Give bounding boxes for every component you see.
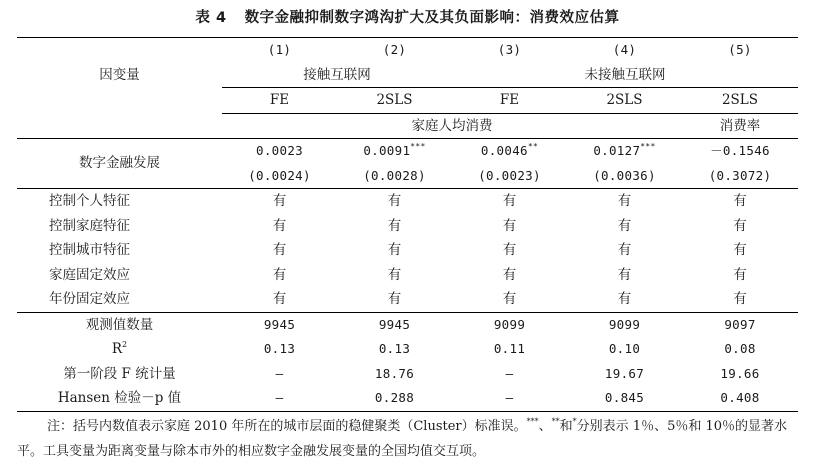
cell-value: 0.408 bbox=[682, 386, 798, 411]
group-contact-internet: 接触互联网 bbox=[222, 63, 452, 88]
cell-value: 有 bbox=[733, 266, 747, 283]
cell-value: 有 bbox=[733, 291, 747, 307]
cell-value: 0.13 bbox=[378, 341, 411, 356]
table-row bbox=[17, 287, 798, 312]
dependent-var-label: 因变量 bbox=[17, 38, 222, 114]
table-row bbox=[17, 337, 798, 362]
col-number: (1) bbox=[222, 38, 337, 63]
table-row bbox=[17, 189, 798, 214]
row-label: 数字金融发展 bbox=[17, 139, 222, 189]
cell-value: — bbox=[222, 386, 337, 411]
method-label: 2SLS bbox=[567, 88, 682, 114]
cell-value: 有 bbox=[337, 189, 452, 214]
row-label: 控制个人特征 bbox=[17, 189, 222, 214]
cell-value: 9097 bbox=[682, 312, 798, 337]
cell-value: 有 bbox=[387, 242, 402, 258]
row-label: 控制家庭特征 bbox=[49, 217, 130, 234]
table-title bbox=[0, 6, 815, 27]
row-label: 家庭固定效应 bbox=[49, 266, 130, 283]
cell-value: 有 bbox=[682, 189, 798, 214]
cell-value: 19.66 bbox=[720, 365, 760, 381]
cell-value: 0.08 bbox=[724, 341, 756, 356]
cell-value: 9099 bbox=[567, 312, 682, 337]
col-number: (4) bbox=[567, 38, 682, 63]
table-row bbox=[17, 362, 798, 387]
cell-value: 有 bbox=[222, 189, 337, 214]
table-caption: 数字金融抑制数字鸿沟扩大及其负面影响：消费效应估算 bbox=[244, 10, 620, 26]
table-note: 注：括号内数值表示家庭 2010 年所在的城市层面的稳健聚类（Cluster）标准误。***、**和*分别表示 1％、5％和 10％的显著水平。工具变量为距离变量与除本市外的相应数字金融发展变量的全国均值交互项。 bbox=[17, 417, 788, 459]
coef-value: －0.1546 bbox=[710, 143, 770, 158]
cell-value: 有 bbox=[502, 217, 517, 234]
std-error: (0.0024) bbox=[248, 167, 311, 183]
std-error: (0.3072) bbox=[708, 167, 772, 183]
coef-value: 0.0127 bbox=[593, 143, 641, 158]
row-label: 第一阶段 F 统计量 bbox=[63, 365, 176, 382]
row-label: 控制城市特征 bbox=[49, 242, 130, 258]
cell-value: 0.288 bbox=[337, 386, 452, 411]
table-number: 表 4 bbox=[195, 10, 227, 26]
table-row bbox=[17, 238, 798, 263]
method-label: 2SLS bbox=[682, 88, 798, 114]
header-row-dependent-vars bbox=[17, 113, 798, 139]
superscript: 2 bbox=[122, 340, 128, 349]
col-number: (5) bbox=[682, 38, 798, 63]
dv-consumption-rate: 消费率 bbox=[719, 117, 761, 134]
cell-value: 有 bbox=[617, 217, 632, 234]
std-error: (0.0036) bbox=[593, 167, 656, 183]
cell-value: 有 bbox=[502, 266, 517, 283]
method-label: FE bbox=[452, 88, 567, 114]
cell-value: 有 bbox=[617, 266, 632, 283]
cell-value: 有 bbox=[452, 189, 567, 214]
cell-value: 9945 bbox=[337, 312, 452, 337]
method-label: 2SLS bbox=[337, 88, 452, 114]
cell-value: 有 bbox=[617, 242, 632, 258]
table-row bbox=[17, 263, 798, 288]
std-error: (0.0023) bbox=[478, 167, 541, 183]
cell-value: 有 bbox=[567, 189, 682, 214]
coef-value: 0.0023 bbox=[256, 143, 303, 158]
significance-stars: *** bbox=[410, 142, 426, 151]
row-label: Hansen 检验－p 值 bbox=[17, 386, 222, 411]
cell-value: — bbox=[452, 386, 567, 411]
cell-value: 有 bbox=[387, 217, 402, 234]
col-number: (3) bbox=[452, 38, 567, 63]
cell-value: 有 bbox=[733, 242, 747, 258]
cell-value: 有 bbox=[502, 242, 517, 258]
method-label: FE bbox=[222, 88, 337, 114]
table-row bbox=[17, 312, 798, 337]
significance-stars: *** bbox=[640, 142, 656, 151]
cell-value: 有 bbox=[272, 291, 287, 307]
cell-value: 18.76 bbox=[374, 365, 415, 381]
row-label: 年份固定效应 bbox=[49, 291, 130, 307]
coef-value: 0.0091 bbox=[363, 143, 411, 158]
cell-value: 有 bbox=[272, 266, 287, 283]
table-row bbox=[17, 139, 798, 164]
cell-value: — bbox=[505, 365, 514, 381]
row-label: 观测值数量 bbox=[17, 312, 222, 337]
row-label: $R^2$ bbox=[111, 340, 128, 357]
table-row bbox=[17, 214, 798, 239]
cell-value: 9099 bbox=[452, 312, 567, 337]
significance-stars: ** bbox=[527, 142, 539, 151]
std-error: (0.0028) bbox=[363, 167, 426, 183]
group-no-internet: 未接触互联网 bbox=[452, 63, 798, 88]
cell-value: — bbox=[275, 365, 284, 381]
coef-value: 0.0046 bbox=[480, 143, 528, 158]
cell-value: 有 bbox=[272, 242, 287, 258]
cell-value: 19.67 bbox=[604, 365, 645, 381]
cell-value: 9945 bbox=[222, 312, 337, 337]
header-row-numbers bbox=[17, 38, 798, 63]
cell-value: 有 bbox=[502, 291, 517, 307]
cell-value: 有 bbox=[387, 291, 402, 307]
table-row bbox=[17, 386, 798, 411]
dv-household-consumption: 家庭人均消费 bbox=[411, 117, 493, 134]
cell-value: 0.10 bbox=[608, 341, 641, 356]
cell-value: 有 bbox=[387, 266, 402, 283]
col-number: (2) bbox=[337, 38, 452, 63]
cell-value: 0.845 bbox=[567, 386, 682, 411]
cell-value: 有 bbox=[617, 291, 632, 307]
regression-table bbox=[17, 37, 798, 412]
cell-value: 0.13 bbox=[263, 341, 296, 356]
cell-value: 0.11 bbox=[493, 341, 526, 356]
cell-value: 有 bbox=[272, 217, 287, 234]
cell-value: 有 bbox=[733, 217, 747, 234]
